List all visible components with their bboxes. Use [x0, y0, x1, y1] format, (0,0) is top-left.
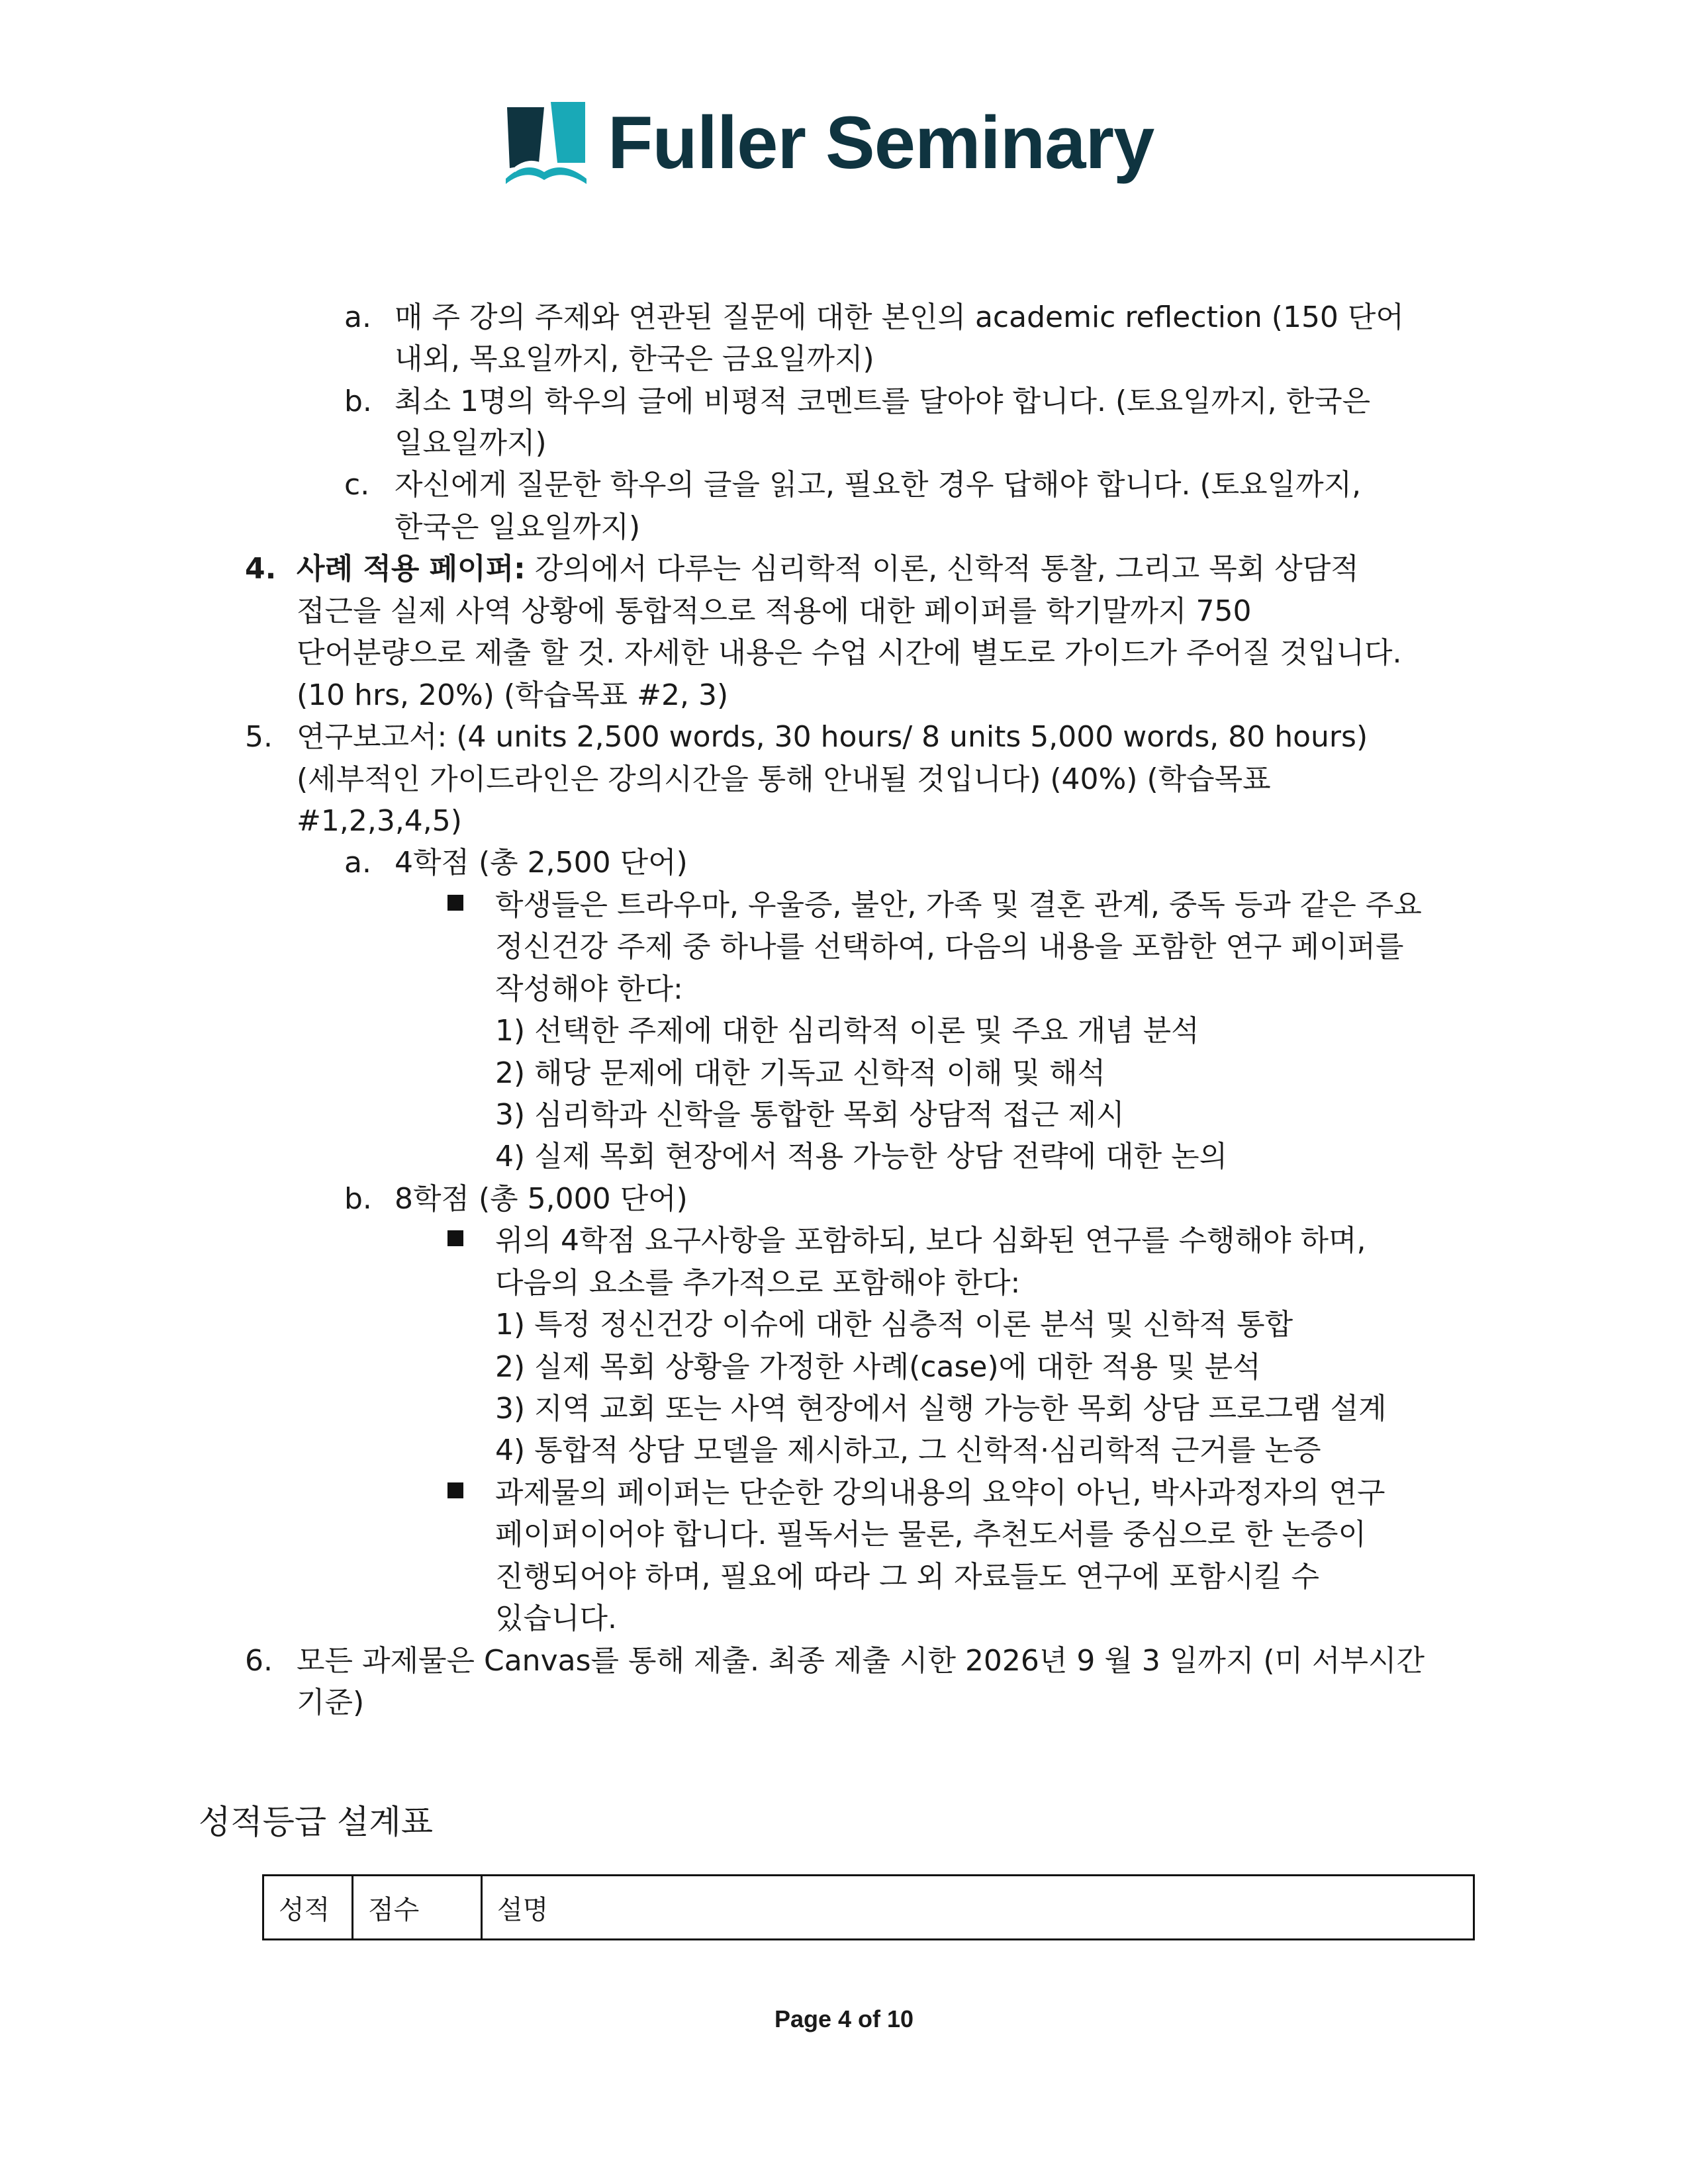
list-item-line: 최소 1명의 학우의 글에 비평적 코멘트를 달아야 합니다. (토요일까지, 한국은 — [395, 385, 1371, 418]
table-header-cell: 성적 — [263, 1876, 353, 1940]
section-title: 성적등급 설계표 — [199, 1803, 433, 1841]
item-lead-label: 사례 적용 페이퍼: — [297, 552, 526, 586]
page-number: Page 4 of 10 — [774, 2005, 914, 2032]
grading-table — [262, 1874, 1475, 1940]
table-header-cell: 설명 — [482, 1876, 1474, 1940]
bullet-line: 3) 심리학과 신학을 통합한 목회 상담적 접근 제시 — [495, 1098, 1125, 1132]
list-item-line: 모든 과제물은 Canvas를 통해 제출. 최종 제출 시한 2026년 9 월 3 일까지 (미 서부시간 — [297, 1644, 1425, 1678]
list-marker: a. — [344, 300, 371, 334]
bullet-line: 1) 선택한 주제에 대한 심리학적 이론 및 주요 개념 분석 — [495, 1014, 1199, 1048]
list-item-line: 단어분량으로 제출 할 것. 자세한 내용은 수업 시간에 별도로 가이드가 주어질 것입니다. — [297, 636, 1402, 670]
list-marker: b. — [344, 385, 372, 418]
list-item-line: 접근을 실제 사역 상황에 통합적으로 적용에 대한 페이퍼를 학기말까지 750 — [297, 594, 1252, 628]
list-marker: b. — [344, 1182, 372, 1216]
bullet-line: 정신건강 주제 중 하나를 선택하여, 다음의 내용을 포함한 연구 페이퍼를 — [495, 930, 1404, 964]
list-item-line: 기준) — [297, 1686, 365, 1719]
list-item-line — [297, 548, 1359, 590]
list-marker: 6. — [245, 1644, 273, 1678]
list-item-line: 자신에게 질문한 학우의 글을 읽고, 필요한 경우 답해야 합니다. (토요일까지, — [395, 468, 1362, 502]
header — [503, 93, 1192, 192]
list-marker: c. — [344, 468, 370, 502]
table-header-cell: 점수 — [353, 1876, 482, 1940]
list-item-line: 8학점 (총 5,000 단어) — [395, 1182, 688, 1216]
table-header-row — [263, 1876, 1474, 1940]
bullet-line: 위의 4학점 요구사항을 포함하되, 보다 심화된 연구를 수행해야 하며, — [495, 1224, 1366, 1257]
bullet-line: 2) 해당 문제에 대한 기독교 신학적 이해 및 해석 — [495, 1056, 1106, 1090]
logo-wordmark: Fuller Seminary — [608, 101, 1154, 184]
bullet-line: 과제물의 페이퍼는 단순한 강의내용의 요약이 아닌, 박사과정자의 연구 — [495, 1476, 1385, 1510]
bullet-line: 학생들은 트라우마, 우울증, 불안, 가족 및 결혼 관계, 중독 등과 같은 주요 — [495, 888, 1422, 922]
list-item-line: 연구보고서: (4 units 2,500 words, 30 hours/ 8 units 5,000 words, 80 hours) — [297, 720, 1368, 754]
fuller-book-logo-icon — [503, 99, 589, 185]
bullet-line: 3) 지역 교회 또는 사역 현장에서 실행 가능한 목회 상담 프로그램 설계 — [495, 1392, 1387, 1426]
list-item-line: 내외, 목요일까지, 한국은 금요일까지) — [395, 342, 874, 376]
square-bullet-icon — [447, 1482, 463, 1498]
list-item-line: #1,2,3,4,5) — [297, 804, 462, 838]
list-item-line: 일요일까지) — [395, 426, 547, 460]
bullet-line: 진행되어야 하며, 필요에 따라 그 외 자료들도 연구에 포함시킬 수 — [495, 1560, 1319, 1594]
bullet-line: 다음의 요소를 추가적으로 포함해야 한다: — [495, 1266, 1021, 1300]
bullet-line: 4) 통합적 상담 모델을 제시하고, 그 신학적·심리학적 근거를 논증 — [495, 1433, 1321, 1467]
bullet-line: 1) 특정 정신건강 이슈에 대한 심층적 이론 분석 및 신학적 통합 — [495, 1308, 1293, 1342]
bullet-line: 4) 실제 목회 현장에서 적용 가능한 상담 전략에 대한 논의 — [495, 1140, 1228, 1173]
bullet-line: 작성해야 한다: — [495, 972, 683, 1006]
list-marker: 5. — [245, 720, 273, 754]
list-marker: a. — [344, 846, 371, 880]
list-item-line: 4학점 (총 2,500 단어) — [395, 846, 688, 880]
list-item-line: 한국은 일요일까지) — [395, 510, 641, 544]
bullet-line: 있습니다. — [495, 1602, 618, 1635]
list-item-line: (세부적인 가이드라인은 강의시간을 통해 안내될 것입니다) (40%) (학습목표 — [297, 762, 1271, 796]
list-item-line: (10 hrs, 20%) (학습목표 #2, 3) — [297, 678, 729, 712]
list-item-line: 매 주 강의 주제와 연관된 질문에 대한 본인의 academic reflection (150 단어 — [395, 300, 1404, 334]
bullet-line: 2) 실제 목회 상황을 가정한 사례(case)에 대한 적용 및 분석 — [495, 1350, 1261, 1384]
square-bullet-icon — [447, 1230, 463, 1246]
square-bullet-icon — [447, 895, 463, 911]
list-marker: 4. — [245, 552, 277, 586]
bullet-line: 페이퍼이어야 합니다. 필독서는 물론, 추천도서를 중심으로 한 논증이 — [495, 1518, 1366, 1551]
item-lead-rest: 강의에서 다루는 심리학적 이론, 신학적 통찰, 그리고 목회 상담적 — [525, 552, 1359, 586]
